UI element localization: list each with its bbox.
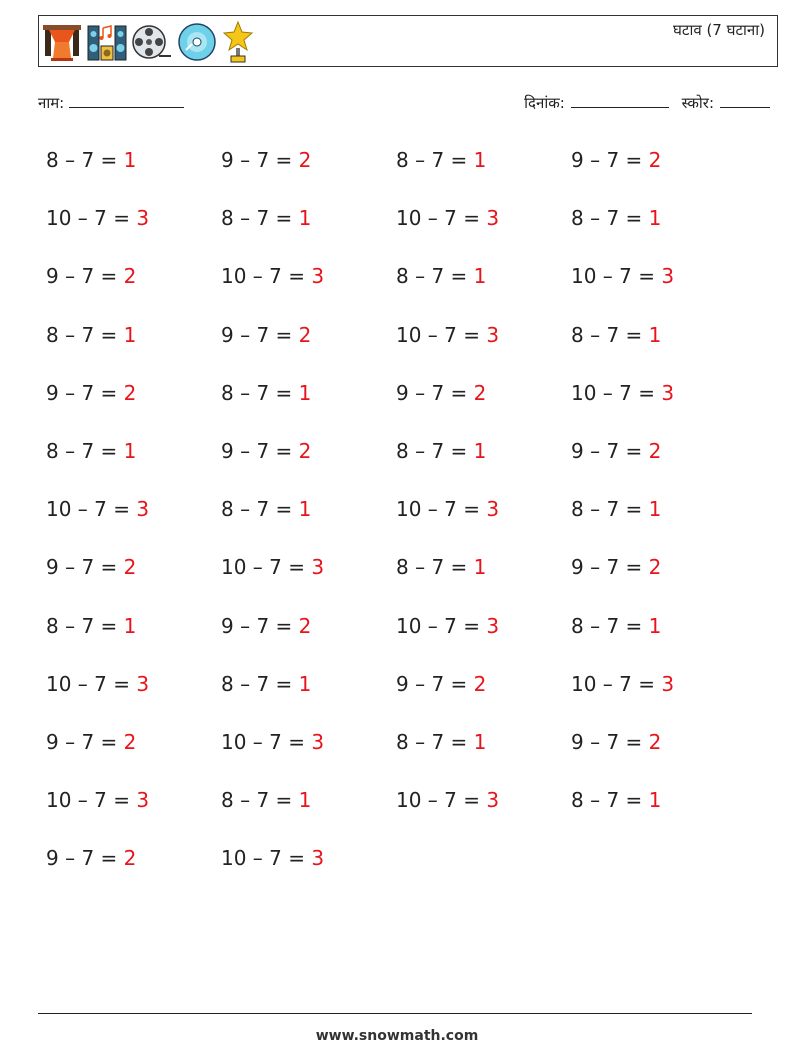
problem-item bbox=[396, 788, 499, 812]
problem-answer: 1 bbox=[123, 613, 137, 638]
problem-answer: 3 bbox=[661, 671, 675, 696]
problem-question: 8 – 7 = bbox=[221, 206, 299, 231]
problem-question: 8 – 7 = bbox=[221, 380, 299, 405]
problem-answer: 1 bbox=[298, 497, 312, 522]
problem-answer: 1 bbox=[123, 322, 137, 347]
problem-question: 10 – 7 = bbox=[396, 497, 487, 522]
problem-item bbox=[46, 672, 149, 696]
footer-url: www.snowmath.com bbox=[315, 1028, 479, 1044]
problem-question: 8 – 7 = bbox=[46, 322, 124, 347]
problem-question: 10 – 7 = bbox=[396, 788, 487, 813]
problem-answer: 2 bbox=[648, 439, 662, 463]
problem-question: 8 – 7 = bbox=[46, 148, 124, 172]
problem-item bbox=[396, 323, 499, 347]
problem-question: 8 – 7 = bbox=[571, 788, 649, 813]
problem-answer: 2 bbox=[123, 730, 137, 754]
problem-question: 10 – 7 = bbox=[221, 264, 312, 289]
problem-item bbox=[46, 846, 136, 870]
problem-item bbox=[396, 555, 486, 579]
problem-question: 8 – 7 = bbox=[221, 788, 299, 813]
problem-question: 10 – 7 = bbox=[46, 497, 137, 522]
problem-item bbox=[221, 555, 324, 579]
problem-item bbox=[46, 323, 136, 347]
problem-question: 10 – 7 = bbox=[221, 730, 312, 754]
problem-question: 10 – 7 = bbox=[221, 555, 312, 580]
problem-answer: 2 bbox=[123, 380, 137, 405]
problem-item bbox=[46, 555, 136, 579]
problem-item bbox=[571, 614, 661, 638]
problem-question: 8 – 7 = bbox=[396, 148, 474, 172]
problem-answer: 1 bbox=[298, 206, 312, 231]
problem-answer: 1 bbox=[298, 671, 312, 696]
problem-answer: 2 bbox=[123, 555, 137, 580]
problem-answer: 1 bbox=[473, 264, 487, 289]
problem-question: 9 – 7 = bbox=[396, 671, 474, 696]
problem-question: 10 – 7 = bbox=[221, 846, 312, 871]
problem-question: 10 – 7 = bbox=[396, 322, 487, 347]
problem-question: 8 – 7 = bbox=[571, 206, 649, 231]
problem-question: 9 – 7 = bbox=[46, 380, 124, 405]
problem-answer: 1 bbox=[648, 613, 662, 638]
problem-item bbox=[396, 206, 499, 230]
problem-answer: 2 bbox=[473, 380, 487, 405]
worksheet-title: घटाव (7 घटाना) bbox=[673, 21, 765, 39]
problem-question: 8 – 7 = bbox=[396, 264, 474, 289]
problem-answer: 3 bbox=[311, 846, 325, 871]
problem-question: 8 – 7 = bbox=[46, 613, 124, 638]
problem-item bbox=[571, 148, 661, 172]
problem-question: 9 – 7 = bbox=[571, 439, 649, 463]
problem-answer: 2 bbox=[123, 846, 137, 871]
problem-question: 10 – 7 = bbox=[46, 788, 137, 813]
problem-answer: 1 bbox=[648, 206, 662, 231]
problem-answer: 1 bbox=[123, 439, 137, 463]
problem-question: 9 – 7 = bbox=[46, 730, 124, 754]
problem-item bbox=[396, 672, 486, 696]
problem-item bbox=[46, 497, 149, 521]
problem-item bbox=[571, 497, 661, 521]
problem-item bbox=[46, 788, 149, 812]
problem-question: 8 – 7 = bbox=[221, 671, 299, 696]
problem-answer: 2 bbox=[298, 613, 312, 638]
problem-item bbox=[46, 148, 136, 172]
problem-question: 9 – 7 = bbox=[221, 613, 299, 638]
problem-item bbox=[571, 439, 661, 463]
score-label: स्कोर: bbox=[681, 94, 714, 112]
problem-item bbox=[571, 730, 661, 754]
problem-answer: 1 bbox=[123, 148, 137, 172]
problem-question: 10 – 7 = bbox=[396, 613, 487, 638]
problem-item bbox=[221, 323, 311, 347]
problem-answer: 2 bbox=[648, 148, 662, 172]
problem-item bbox=[221, 439, 311, 463]
problem-question: 8 – 7 = bbox=[571, 497, 649, 522]
problem-item bbox=[571, 788, 661, 812]
problem-answer: 1 bbox=[298, 380, 312, 405]
problem-answer: 2 bbox=[298, 439, 312, 463]
problem-question: 10 – 7 = bbox=[46, 206, 137, 231]
problem-answer: 1 bbox=[298, 788, 312, 813]
problem-question: 9 – 7 = bbox=[221, 439, 299, 463]
problem-answer: 1 bbox=[648, 497, 662, 522]
problem-item bbox=[571, 672, 674, 696]
problem-item bbox=[221, 730, 324, 754]
problem-item bbox=[221, 206, 311, 230]
problem-question: 8 – 7 = bbox=[571, 322, 649, 347]
problem-question: 9 – 7 = bbox=[46, 264, 124, 289]
problem-item bbox=[46, 264, 136, 288]
problem-answer: 3 bbox=[136, 671, 150, 696]
problem-answer: 1 bbox=[648, 788, 662, 813]
problem-question: 10 – 7 = bbox=[46, 671, 137, 696]
problem-answer: 1 bbox=[473, 730, 487, 754]
problem-question: 8 – 7 = bbox=[396, 439, 474, 463]
problem-question: 9 – 7 = bbox=[46, 846, 124, 871]
problem-answer: 1 bbox=[473, 555, 487, 580]
problem-answer: 3 bbox=[486, 613, 500, 638]
problem-answer: 2 bbox=[648, 555, 662, 580]
problem-answer: 3 bbox=[136, 206, 150, 231]
footer-divider bbox=[38, 1013, 752, 1014]
problem-question: 9 – 7 = bbox=[571, 148, 649, 172]
problem-item bbox=[571, 555, 661, 579]
problem-question: 10 – 7 = bbox=[571, 264, 662, 289]
name-label: नाम: bbox=[38, 94, 65, 112]
problem-item bbox=[396, 614, 499, 638]
problem-item bbox=[396, 148, 486, 172]
problem-answer: 2 bbox=[648, 730, 662, 754]
problem-item bbox=[571, 323, 661, 347]
problem-question: 9 – 7 = bbox=[571, 730, 649, 754]
problem-answer: 3 bbox=[661, 380, 675, 405]
problem-item bbox=[571, 381, 674, 405]
problem-question: 9 – 7 = bbox=[396, 380, 474, 405]
problem-answer: 3 bbox=[661, 264, 675, 289]
problem-item bbox=[571, 264, 674, 288]
problem-item bbox=[46, 439, 136, 463]
problem-item bbox=[396, 264, 486, 288]
problem-item bbox=[396, 497, 499, 521]
problem-answer: 3 bbox=[486, 497, 500, 522]
problem-item bbox=[46, 206, 149, 230]
problem-question: 9 – 7 = bbox=[221, 322, 299, 347]
problem-question: 8 – 7 = bbox=[396, 730, 474, 754]
problem-answer: 3 bbox=[486, 206, 500, 231]
problem-question: 9 – 7 = bbox=[221, 148, 299, 172]
problem-question: 8 – 7 = bbox=[396, 555, 474, 580]
problem-answer: 3 bbox=[311, 555, 325, 580]
problem-answer: 3 bbox=[486, 788, 500, 813]
problem-answer: 3 bbox=[311, 730, 325, 754]
problem-answer: 2 bbox=[473, 671, 487, 696]
problem-item bbox=[46, 614, 136, 638]
problem-question: 10 – 7 = bbox=[571, 671, 662, 696]
problem-item bbox=[46, 381, 136, 405]
problem-item bbox=[221, 788, 311, 812]
problem-item bbox=[221, 497, 311, 521]
problem-question: 8 – 7 = bbox=[571, 613, 649, 638]
problem-item bbox=[221, 148, 311, 172]
problem-item bbox=[221, 846, 324, 870]
problem-answer: 2 bbox=[298, 322, 312, 347]
problem-item bbox=[396, 381, 486, 405]
problem-question: 9 – 7 = bbox=[571, 555, 649, 580]
problem-answer: 1 bbox=[473, 148, 487, 172]
problem-answer: 2 bbox=[123, 264, 137, 289]
problem-answer: 3 bbox=[136, 497, 150, 522]
problem-item bbox=[396, 439, 486, 463]
problem-question: 8 – 7 = bbox=[221, 497, 299, 522]
problem-answer: 1 bbox=[648, 322, 662, 347]
problem-item bbox=[221, 672, 311, 696]
problem-question: 9 – 7 = bbox=[46, 555, 124, 580]
problem-answer: 2 bbox=[298, 148, 312, 172]
problem-item bbox=[221, 381, 311, 405]
problem-answer: 3 bbox=[311, 264, 325, 289]
problem-answer: 3 bbox=[486, 322, 500, 347]
problem-answer: 1 bbox=[473, 439, 487, 463]
problem-question: 10 – 7 = bbox=[571, 380, 662, 405]
problem-item bbox=[396, 730, 486, 754]
problem-answer: 3 bbox=[136, 788, 150, 813]
problem-question: 10 – 7 = bbox=[396, 206, 487, 231]
problem-item bbox=[221, 264, 324, 288]
problem-item bbox=[221, 614, 311, 638]
date-label: दिनांक: bbox=[524, 94, 565, 112]
problem-item bbox=[46, 730, 136, 754]
problem-question: 8 – 7 = bbox=[46, 439, 124, 463]
problem-item bbox=[571, 206, 661, 230]
